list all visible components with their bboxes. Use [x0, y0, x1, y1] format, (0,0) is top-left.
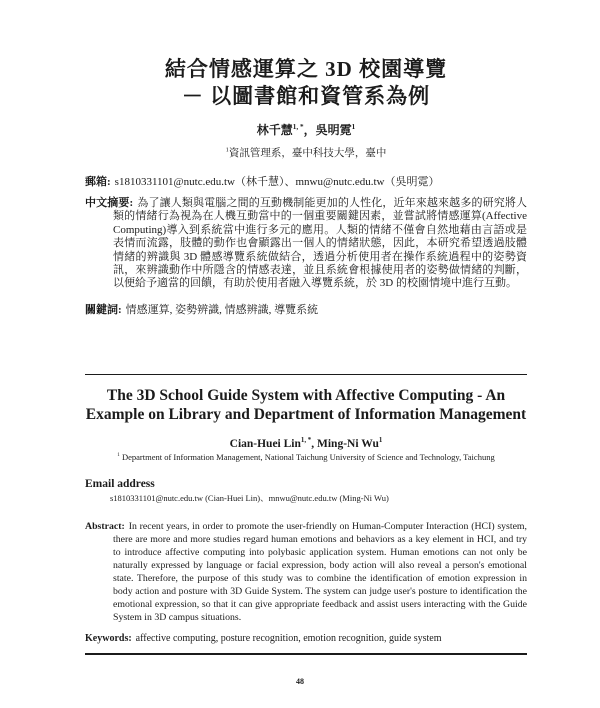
english-title: The 3D School Guide System with Affective Computing - An Example on Library and Department of Information Management: [85, 386, 527, 423]
english-authors: [85, 438, 527, 450]
section-divider: [85, 374, 527, 375]
chinese-author-2-superscript: 1: [351, 123, 356, 131]
footer-divider: [85, 653, 527, 655]
paper-content: [85, 56, 527, 655]
chinese-keywords-label: 關鍵詞:: [85, 303, 122, 316]
english-author-1-superscript: 1, *: [300, 437, 312, 445]
chinese-abstract-label: 中文摘要:: [85, 197, 134, 209]
chinese-affiliation: [85, 145, 527, 160]
chinese-email-label: 郵箱:: [85, 176, 111, 188]
chinese-author-2: 吳明霓: [315, 123, 352, 137]
english-keywords: [85, 633, 527, 644]
chinese-affiliation-text: 資訊管理系，臺中科技大學，臺中: [228, 148, 387, 159]
chinese-abstract: [85, 197, 527, 291]
english-abstract: [85, 520, 527, 624]
english-author-2: Ming-Ni Wu: [317, 437, 379, 450]
english-abstract-label: Abstract:: [85, 520, 125, 532]
page-number: 48: [296, 677, 304, 686]
english-abstract-text: In recent years, in order to promote the user-friendly on Human-Computer Interaction (HCI) system, there are more and more studies regard human emotions and behaviors as a key element in HCI, and try to introduce affective computing into polybasic application system. Human emotions can not only be naturally expressed by language or facial expression, body action will also reveal a person's emotional state. Therefore, the purpose of this study was to combine the identification of emotion expression in body action and posture with 3D Guide System. The system can judge user's posture to identification the emotional expression, so that it can give appropriate feedback and assist users interacting with the Guide System in 3D campus situations.: [113, 520, 527, 623]
english-author-2-superscript: 1: [378, 437, 383, 445]
english-affiliation-superscript: 1: [117, 452, 120, 459]
english-keywords-label: Keywords:: [85, 632, 132, 644]
english-author-1: Cian-Huei Lin: [229, 437, 301, 450]
english-email-line: s1810331101@nutc.edu.tw (Cian-Huei Lin)、mnwu@nutc.edu.tw (Ming-Ni Wu): [110, 492, 389, 503]
chinese-title: [85, 56, 527, 110]
chinese-title-line1: 結合情感運算之 3D 校園導覽: [164, 57, 448, 81]
english-keywords-text: affective computing, posture recognition, emotion recognition, guide system: [135, 632, 442, 644]
english-affiliation-text: Department of Information Management, National Taichung University of Science and Technology, Taichung: [121, 451, 495, 462]
chinese-keywords-text: 情感運算, 姿勢辨識, 情感辨識, 導覽系統: [125, 303, 319, 316]
english-affiliation: [85, 452, 527, 462]
chinese-keywords: [85, 301, 527, 317]
chinese-title-line2: － 以圖書館和資管系為例: [181, 84, 431, 108]
chinese-authors: [85, 121, 527, 138]
chinese-abstract-text: 為了讓人類與電腦之間的互動機制能更加的人性化，近年來越來越多的研究將人類的情緒行為視為在人機互動當中的一個重要關鍵因素，並嘗試將情感運算(Affective Computing)導入到系統當中進行多元的應用。人類的情緒不僅會自然地藉由言語或是表情而流露，肢體的動作也會顯露出一個人的情緒狀態，因此，本研究希望透過肢體情緒的辨識與 3D 體感導覽系統做結合，透過分析使用者在操作系統過程中的姿勢資訊，來辨識動作中所隱含的情感表達，並且系統會根據使用者的姿勢做情緒的判斷，以便給予適當的回饋，有助於使用者融入導覽系統，於 3D 的校園情境中進行互動。: [113, 197, 527, 290]
chinese-author-1-superscript: 1, *: [292, 123, 304, 131]
chinese-email-text: s1810331101@nutc.edu.tw（林千慧）、mnwu@nutc.edu.tw（吳明霓）: [114, 176, 440, 188]
english-author-separator: ,: [311, 437, 317, 450]
email-address-heading: Email address: [85, 477, 155, 490]
chinese-email-line: [85, 173, 527, 189]
chinese-author-1: 林千慧: [256, 123, 293, 137]
chinese-author-separator: ，: [303, 123, 316, 137]
chinese-affiliation-superscript: 1: [225, 146, 229, 154]
